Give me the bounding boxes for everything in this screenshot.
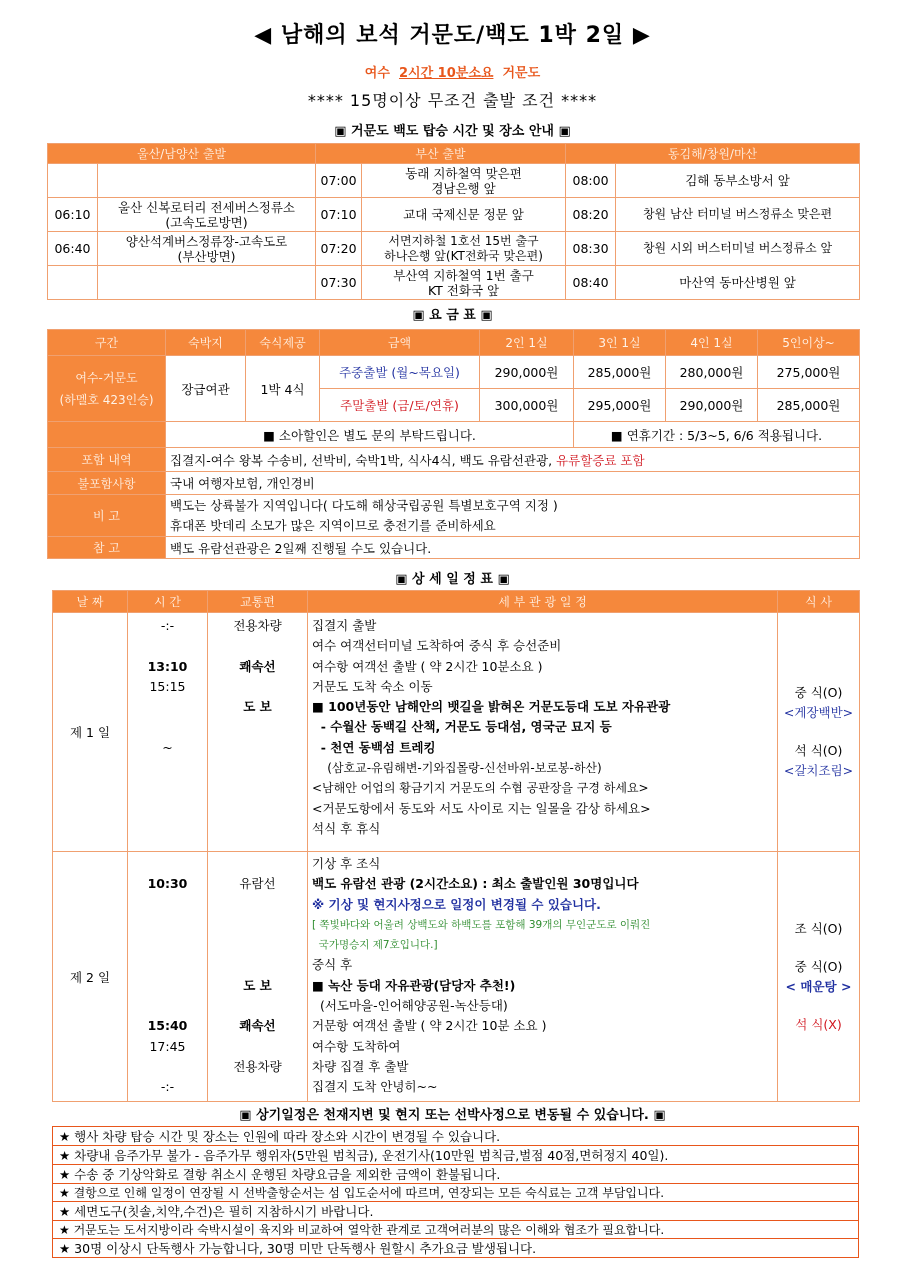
- time-line: [130, 854, 205, 874]
- time-line: 15:40: [147, 1018, 188, 1034]
- time-line: [130, 915, 205, 935]
- time-cell: 08:20: [566, 198, 616, 232]
- itinerary-line: 여수항 도착하여: [312, 1038, 401, 1054]
- fare-route: 여수-거문도: [75, 370, 138, 385]
- time-cell: 07:30: [316, 266, 362, 300]
- table-row: [48, 422, 860, 448]
- col-section: 구간: [48, 330, 166, 356]
- table-row: [48, 495, 860, 537]
- meal-lunch-menu: <게장백반>: [783, 705, 854, 720]
- time-cell: [48, 164, 98, 198]
- transport-line: [210, 1037, 305, 1057]
- col-meal: 식 사: [778, 591, 860, 613]
- boarding-table: [47, 143, 860, 300]
- schedule-footer: ▣ 상기일정은 천재지변 및 현지 또는 선박사정으로 변동될 수 있습니다. ▣: [239, 1108, 666, 1123]
- day2-times: [128, 852, 208, 1102]
- transport-line: [210, 677, 305, 697]
- meal-lunch: 중 식(O): [794, 958, 843, 974]
- itinerary-line: 집결지 출발: [312, 618, 377, 633]
- itinerary-line: [ 쪽빛바다와 어울려 상백도와 하백도를 포함해 39개의 무인군도로 이뤄진: [312, 918, 651, 931]
- price-cell: 280,000원: [666, 356, 758, 389]
- time-cell: 08:00: [566, 164, 616, 198]
- fare-table: [47, 329, 860, 559]
- place-cell: [98, 164, 316, 198]
- col-3p: 3인 1실: [574, 330, 666, 356]
- transport-line: 쾌속선: [239, 658, 276, 674]
- col-busan: 부산 출발: [316, 144, 566, 164]
- col-5p: 5인이상~: [758, 330, 860, 356]
- time-cell: 07:20: [316, 232, 362, 266]
- meal-dinner: 석 식(O): [794, 743, 843, 758]
- price-cell: 295,000원: [574, 389, 666, 422]
- place-cell: 서면지하철 1호선 15번 출구 하나은행 앞(KT전화국 맞은편): [362, 232, 566, 266]
- col-meals: 숙식제공: [246, 330, 320, 356]
- transport-line: 도 보: [243, 699, 272, 715]
- itinerary-line: 집결지 도착 안녕히~~: [312, 1079, 438, 1095]
- fare-note-blank: [48, 422, 166, 448]
- note-item: ★ 30명 이상시 단독행사 가능합니다, 30명 미만 단독행사 원할시 추가요금 발생됩니다.: [53, 1239, 859, 1258]
- place-cell: 교대 국제신문 정문 앞: [362, 198, 566, 232]
- meal-lunch-menu: < 매운탕 >: [785, 978, 852, 994]
- include-cell: [166, 448, 860, 472]
- fare-route-cell: [48, 356, 166, 422]
- meal-lunch: 중 식(O): [794, 685, 843, 700]
- itinerary-line: ※ 기상 및 현지사정으로 일정이 변경될 수 있습니다.: [312, 896, 601, 912]
- itinerary-line: 거문도 도착 숙소 이동: [312, 678, 433, 694]
- day2-meals: [778, 852, 860, 1102]
- col-4p: 4인 1실: [666, 330, 758, 356]
- place-cell: 양산석계버스정류장-고속도로 (부산방면): [98, 232, 316, 266]
- day2-itinerary: [308, 852, 778, 1102]
- time-cell: 06:10: [48, 198, 98, 232]
- col-ulsan: 울산/남양산 출발: [48, 144, 316, 164]
- route-time: 2시간 10분소요: [398, 66, 494, 81]
- place-cell: 창원 남산 터미널 버스정류소 맞은편: [616, 198, 860, 232]
- transport-line: 전용차량: [233, 1058, 282, 1074]
- day2-row: [53, 852, 860, 1102]
- transport-line: [210, 895, 305, 915]
- itinerary-line: 차량 집결 후 출발: [312, 1058, 409, 1074]
- time-cell: 08:40: [566, 266, 616, 300]
- day1-times: [128, 613, 208, 852]
- remark-cell: [166, 495, 860, 537]
- include-text: 집결지-여수 왕복 수송비, 선박비, 숙박1박, 식사4식, 백도 유람선관광,: [170, 452, 553, 468]
- col-time: 시 간: [128, 591, 208, 613]
- table-row: [48, 448, 860, 472]
- place-cell: [98, 266, 316, 300]
- time-line: [130, 935, 205, 955]
- fare-lodging: 장급여관: [166, 356, 246, 422]
- route-to: 거문도: [502, 66, 541, 81]
- table-row: [48, 356, 860, 389]
- itinerary-line: <남해안 어업의 황금기지 거문도의 수협 공판장을 구경 하세요>: [312, 781, 649, 796]
- time-line: 17:45: [149, 1038, 186, 1054]
- time-line: [130, 636, 205, 656]
- time-cell: 06:40: [48, 232, 98, 266]
- place-cell: 동래 지하철역 맞은편 경남은행 앞: [362, 164, 566, 198]
- transport-line: 도 보: [243, 977, 272, 993]
- day1-label: 제 1 일: [53, 613, 128, 852]
- note-item: ★ 행사 차량 탑승 시간 및 장소는 인원에 따라 장소와 시간이 변경될 수 있습니다.: [53, 1127, 859, 1146]
- col-itinerary: 세 부 관 광 일 정: [308, 591, 778, 613]
- route-line: [0, 62, 905, 81]
- time-line: [130, 895, 205, 915]
- time-cell: 07:10: [316, 198, 362, 232]
- itinerary-line: 기상 후 조식: [312, 856, 381, 871]
- itinerary-line: 백도 유람선 관광 (2시간소요) : 최소 출발인원 30명입니다: [312, 876, 639, 892]
- exclude-label: 불포함사항: [48, 472, 166, 495]
- transport-line: [210, 854, 305, 874]
- itinerary-line: 여수항 여객선 출발 ( 약 2시간 10분소요 ): [312, 658, 543, 674]
- transport-line: [210, 915, 305, 935]
- time-line: [130, 1057, 205, 1077]
- price-cell: 290,000원: [480, 356, 574, 389]
- time-cell: [48, 266, 98, 300]
- reference-label: 참 고: [48, 537, 166, 559]
- weekend-label: 주말출발 (금/토/연휴): [320, 389, 480, 422]
- table-row: [48, 472, 860, 495]
- transport-line: [210, 636, 305, 656]
- time-line: [130, 717, 205, 737]
- itinerary-line: - 천연 동백섬 트레킹: [312, 739, 436, 755]
- price-cell: 275,000원: [758, 356, 860, 389]
- fare-heading: ▣ 요 금 표 ▣: [412, 308, 493, 323]
- child-discount-note: ■ 소아할인은 별도 문의 부탁드립니다.: [166, 422, 574, 448]
- table-row: [48, 198, 860, 232]
- place-cell: 부산역 지하철역 1번 출구 KT 전화국 앞: [362, 266, 566, 300]
- itinerary-line: <거문도항에서 동도와 서도 사이로 지는 일몰을 감상 하세요>: [312, 800, 651, 816]
- col-2p: 2인 1실: [480, 330, 574, 356]
- col-changwon: 동김해/창원/마산: [566, 144, 860, 164]
- remark-line: 휴대폰 밧데리 소모가 많은 지역이므로 충전기를 준비하세요: [170, 517, 496, 533]
- time-line: [130, 697, 205, 717]
- itinerary-line: 거문항 여객선 출발 ( 약 2시간 10분 소요 ): [312, 1018, 547, 1034]
- note-item: ★ 세면도구(칫솔,치약,수건)은 필히 지참하시기 바랍니다.: [53, 1202, 859, 1221]
- itinerary-line: (삼호교-유림해변-기와집몰랑-신선바위-보로봉-하산): [312, 761, 602, 776]
- transport-line: 전용차량: [233, 618, 282, 633]
- col-price: 금액: [320, 330, 480, 356]
- note-item: ★ 수송 중 기상악화로 결항 취소시 운행된 차량요금을 제외한 금액이 환불됩니다.: [53, 1165, 859, 1184]
- price-cell: 300,000원: [480, 389, 574, 422]
- route-from: 여수: [364, 66, 390, 81]
- day1-meals: [778, 613, 860, 852]
- time-cell: 08:30: [566, 232, 616, 266]
- itinerary-line: 석식 후 휴식: [312, 820, 381, 836]
- remark-label: 비 고: [48, 495, 166, 537]
- note-item: ★ 결항으로 인해 일정이 연장될 시 선박출항순서는 섬 입도순서에 따르며, 연장되는 모든 숙식료는 고객 부담입니다.: [53, 1184, 859, 1202]
- itinerary-line: (서도마을-인어해양공원-녹산등대): [312, 998, 508, 1014]
- table-row: [48, 266, 860, 300]
- transport-line: [210, 935, 305, 955]
- note-item: ★ 거문도는 도서지방이라 숙박시설이 육지와 비교하여 열악한 관계로 고객여러분의 많은 이해와 협조가 필요합니다.: [53, 1221, 859, 1239]
- col-date: 날 짜: [53, 591, 128, 613]
- time-line: [130, 996, 205, 1016]
- transport-line: [210, 996, 305, 1016]
- place-cell: 창원 시외 버스터미널 버스정류소 앞: [616, 232, 860, 266]
- schedule-table: [52, 590, 860, 1102]
- meal-dinner: 석 식(X): [795, 1016, 842, 1032]
- include-label: 포함 내역: [48, 448, 166, 472]
- weekday-label: 주중출발 (월~목요일): [320, 356, 480, 389]
- place-cell: 울산 신복로터리 전세버스정류소 (고속도로방면): [98, 198, 316, 232]
- time-line: [130, 955, 205, 975]
- price-cell: 290,000원: [666, 389, 758, 422]
- day2-transport: [208, 852, 308, 1102]
- exclude-text: 국내 여행자보험, 개인경비: [166, 472, 860, 495]
- time-line: ~: [162, 739, 173, 755]
- col-transport: 교통편: [208, 591, 308, 613]
- time-line: -:-: [160, 618, 175, 633]
- day1-row: [53, 613, 860, 852]
- transport-line: 유람선: [239, 876, 276, 892]
- itinerary-line: ■ 100년동안 남해안의 뱃길을 밝혀온 거문도등대 도보 자유관광: [312, 699, 671, 715]
- itinerary-line: - 수월산 동백길 산책, 거문도 등대섬, 영국군 묘지 등: [312, 719, 612, 735]
- time-line: -:-: [160, 1079, 175, 1095]
- reference-text: 백도 유람선관광은 2일째 진행될 수도 있습니다.: [166, 537, 860, 559]
- price-cell: 285,000원: [574, 356, 666, 389]
- itinerary-line: 여수 여객선터미널 도착하여 중식 후 승선준비: [312, 638, 562, 654]
- itinerary-line: ■ 녹산 등대 자유관광(담당자 추천!): [312, 977, 516, 993]
- page-title: ◀ 남해의 보석 거문도/백도 1박 2일 ▶: [254, 23, 651, 48]
- table-row: [48, 164, 860, 198]
- itinerary-line: 국가명승지 제7호입니다.]: [312, 939, 438, 952]
- meal-dinner-menu: <갈치조림>: [783, 763, 854, 778]
- time-line: [130, 976, 205, 996]
- day2-label: 제 2 일: [53, 852, 128, 1102]
- day1-transport: [208, 613, 308, 852]
- remark-line: 백도는 상륙불가 지역입니다( 다도해 해상국립공원 특별보호구역 지정 ): [170, 497, 558, 513]
- col-lodging: 숙박지: [166, 330, 246, 356]
- table-row: [48, 537, 860, 559]
- fare-ship: (하멜호 423인승): [59, 392, 154, 407]
- holiday-note: ■ 연휴기간 : 5/3~5, 6/6 적용됩니다.: [574, 422, 860, 448]
- itinerary-line: 중식 후: [312, 957, 353, 973]
- transport-line: [210, 955, 305, 975]
- transport-line: 쾌속선: [239, 1018, 276, 1034]
- fuel-surcharge-note: 유류할증료 포함: [556, 452, 645, 468]
- time-line: 10:30: [147, 876, 188, 892]
- notes-table: [52, 1126, 859, 1258]
- table-row: [48, 232, 860, 266]
- time-line: 15:15: [149, 678, 186, 694]
- fare-meals: 1박 4식: [246, 356, 320, 422]
- day1-itinerary: [308, 613, 778, 852]
- meal-breakfast: 조 식(O): [794, 920, 843, 936]
- place-cell: 김해 동부소방서 앞: [616, 164, 860, 198]
- price-cell: 285,000원: [758, 389, 860, 422]
- time-cell: 07:00: [316, 164, 362, 198]
- place-cell: 마산역 동마산병원 앞: [616, 266, 860, 300]
- note-item: ★ 차량내 음주가무 불가 - 음주가무 행위자(5만원 범칙금), 운전기사(10만원 범칙금,벌점 40점,면허정지 40일).: [53, 1146, 859, 1165]
- departure-condition: **** 15명이상 무조건 출발 조건 ****: [307, 91, 598, 110]
- time-line: 13:10: [147, 658, 188, 674]
- schedule-heading: ▣ 상 세 일 정 표 ▣: [395, 572, 510, 587]
- boarding-heading: ▣ 거문도 백도 탑승 시간 및 장소 안내 ▣: [334, 124, 571, 139]
